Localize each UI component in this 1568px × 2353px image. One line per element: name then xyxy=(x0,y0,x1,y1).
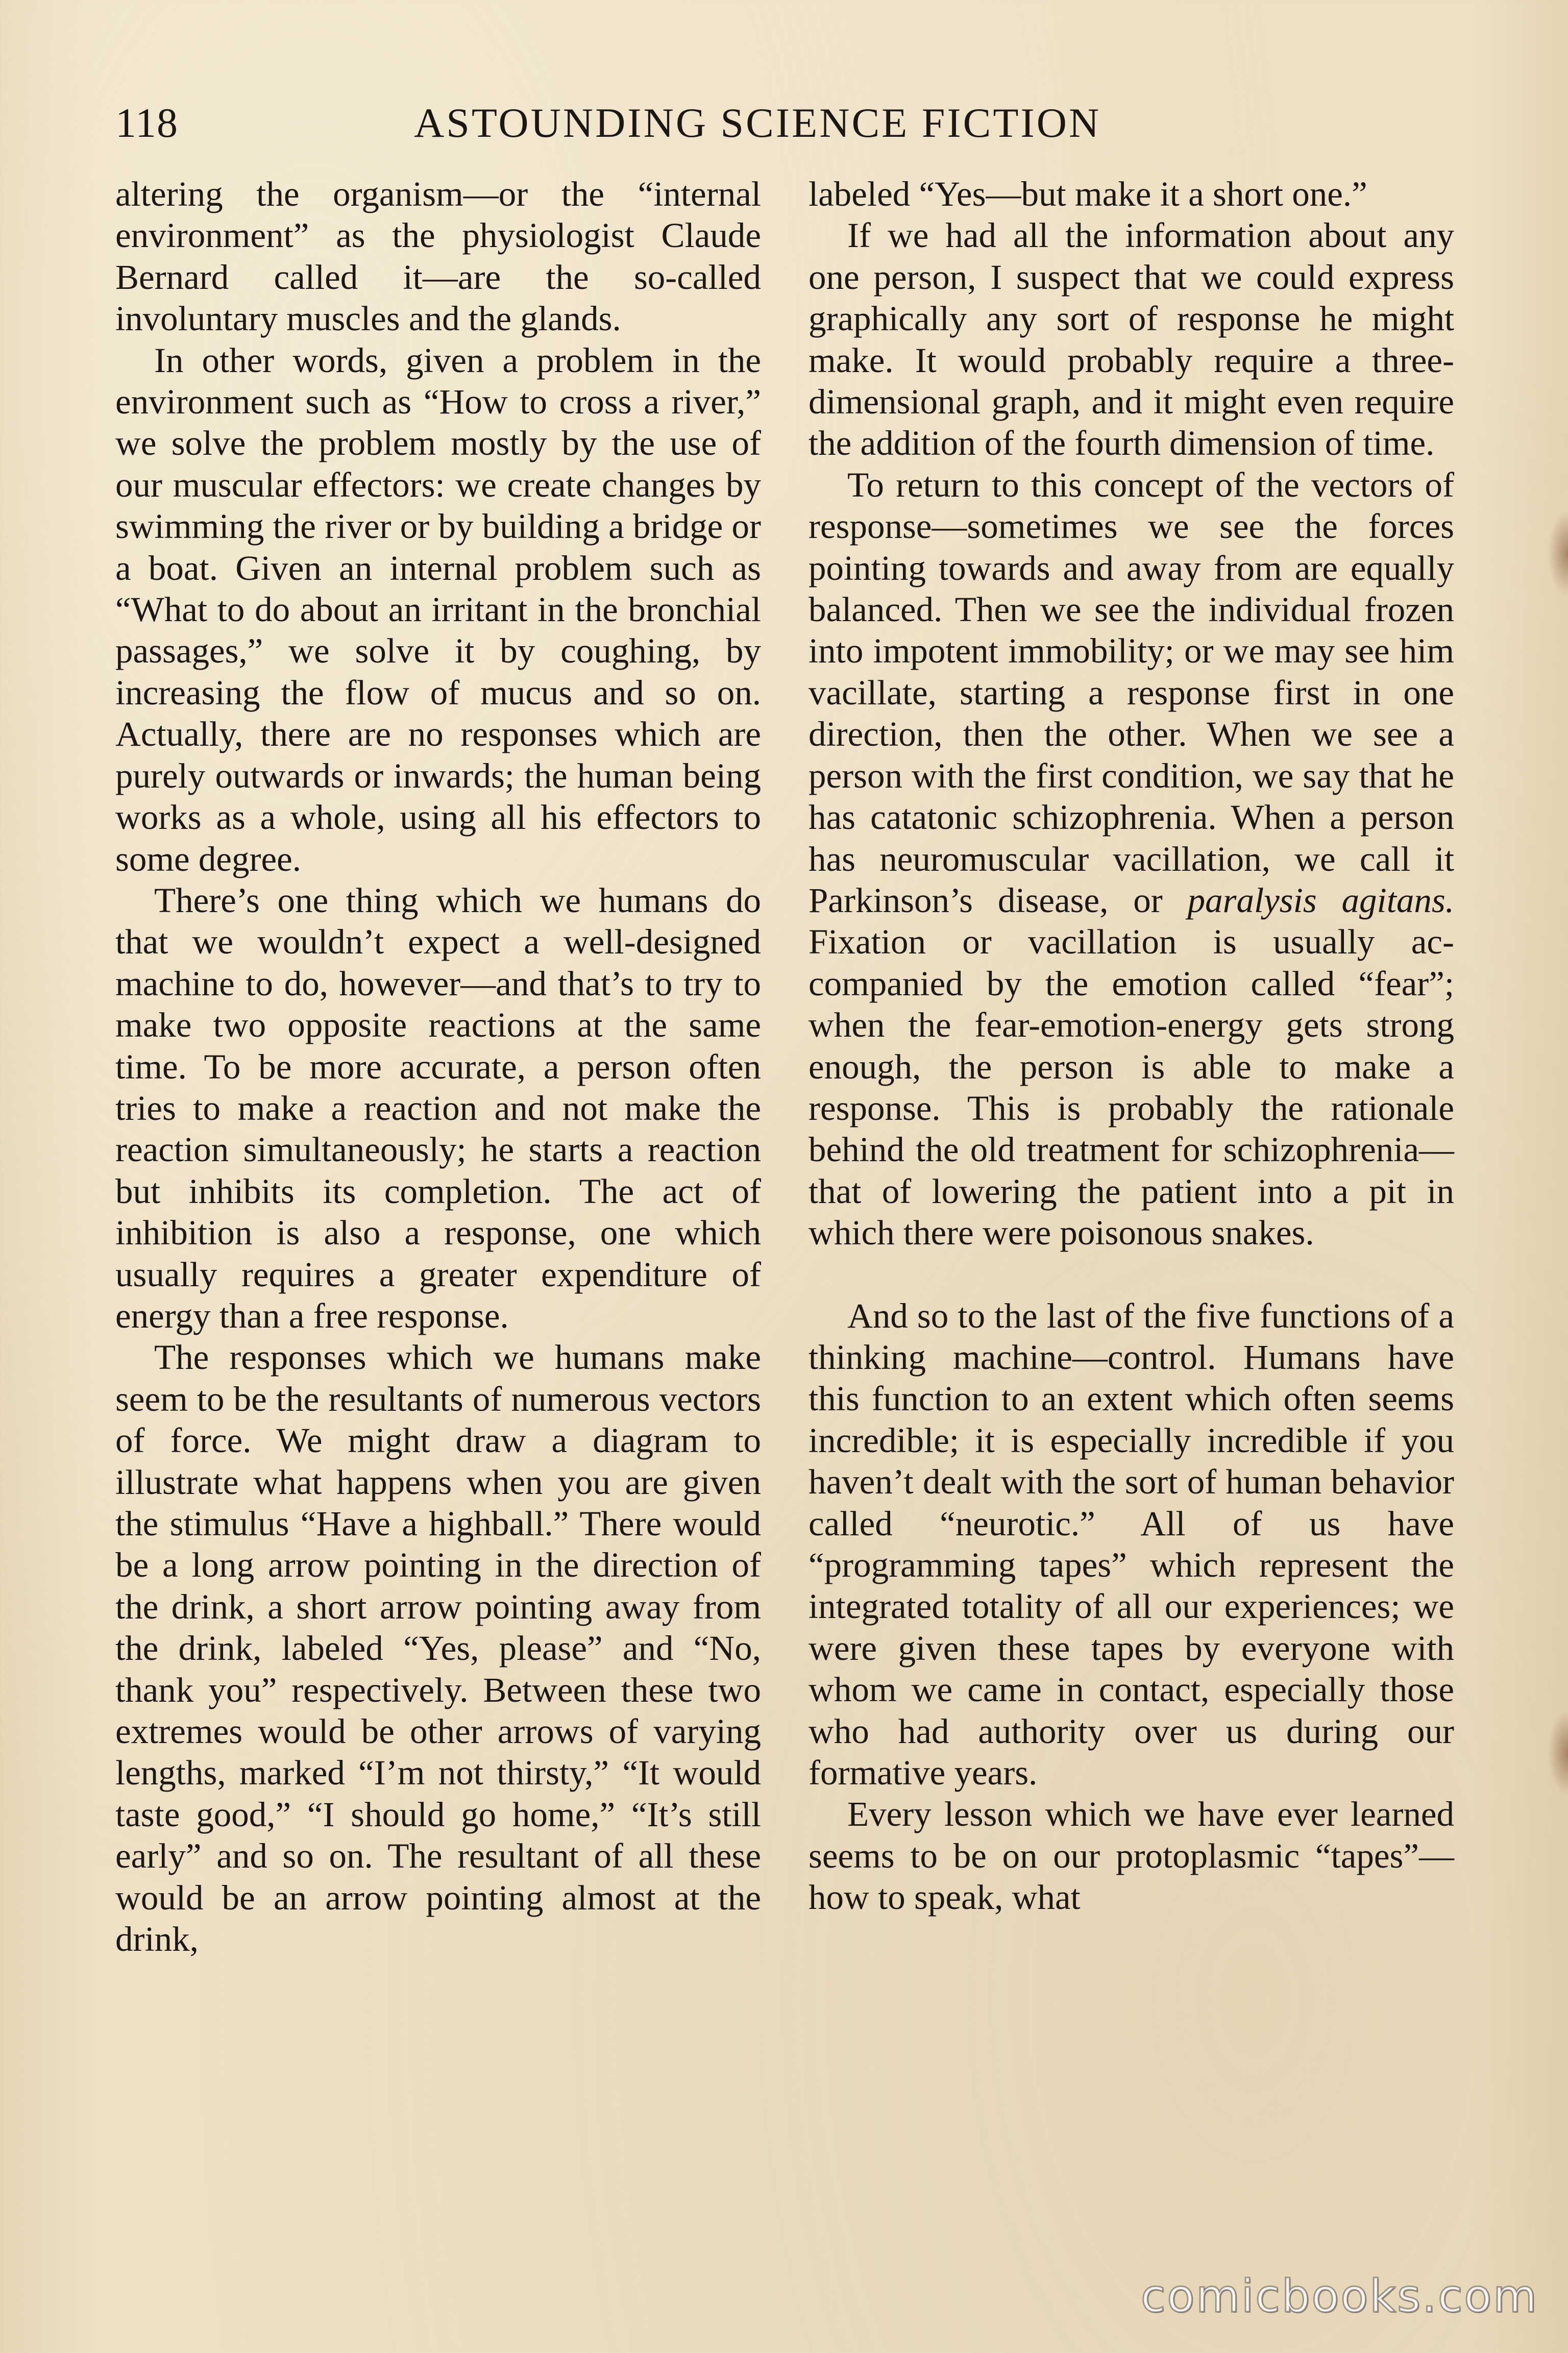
paragraph: altering the organism—or the “internal environment” as the physiologist Claude Bernard called it—are the so-called involuntary muscles and the glands. xyxy=(115,175,761,338)
paragraph: labeled “Yes—but make it a short one.” xyxy=(808,175,1367,213)
paragraph: Every lesson which we have ever learned seems to be on our protoplasmic “tapes”—how to speak, what xyxy=(808,1795,1454,1917)
paragraph: In other words, given a problem in the environment such as “How to cross a river,” we solve the problem mostly by the use of our muscular effectors: we create changes by swimming the river or by building a bridge or a boat. Given an internal problem such as “What to do about an irritant in the bronchial passages,” we solve it by coughing, by increasing the flow of mucus and so on. Actually, there are no responses which are purely outwards or inwards; the human being works as a whole, using all his effectors to some degree. xyxy=(115,340,761,878)
paragraph-text: Fixation or vacillation is usually accompanied by the emotion called “fear”; when the fear-emotion-energy gets strong enough, the person is able to make a response. This is probably the rationale behind the old treatment for schizophrenia—that of lowering the patient into a pit in which there were poisonous snakes. xyxy=(808,922,1454,1253)
italic-term: paralysis agitans. xyxy=(1187,880,1455,920)
paper-stain xyxy=(1548,1710,1568,1797)
left-column xyxy=(115,174,761,1960)
watermark: comicbooks.com xyxy=(1140,2270,1538,2322)
paragraph: And so to the last of the five functions of a thinking machine—control. Humans have this function to an extent which often seems incredible; it is especially incredible if you haven’t dealt with the sort of human behavior called “neurotic.” All of us have “programming tapes” which represent the integrated totality of all our experiences; we were given these tapes by everyone with whom we came in contact, especially those who had authority over us during our formative years. xyxy=(808,1296,1454,1793)
paragraph xyxy=(808,464,1454,1254)
paragraph: If we had all the information about any one person, I suspect that we could express graphically any sort of response he might make. It would probably require a three-dimensional graph, and it might even require the addition of the fourth dimension of time. xyxy=(808,216,1454,463)
paragraph: There’s one thing which we humans do that we wouldn’t expect a well-designed machine to do, however—and that’s to try to make two opposite reactions at the same time. To be more accurate, a person often tries to make a reaction and not make the reaction simultaneously; he starts a reaction but inhibits its completion. The act of inhibition is also a response, one which usually requires a greater expenditure of energy than a free response. xyxy=(115,880,761,1335)
paragraph: The responses which we humans make seem to be the resultants of numerous vectors of force. We might draw a diagram to illustrate what happens when you are given the stimulus “Have a highball.” There would be a long arrow pointing in the direction of the drink, a short arrow pointing away from the drink, labeled “Yes, please” and “No, thank you” respectively. Between these two extremes would be other arrows of varying lengths, marked “I’m not thirsty,” “It would taste good,” “I should go home,” “It’s still early” and so on. The resultant of all these would be an arrow pointing almost at the drink, xyxy=(115,1338,761,1959)
running-title: ASTOUNDING SCIENCE FICTION xyxy=(414,100,1101,146)
paper-stain xyxy=(1548,510,1568,597)
page-header xyxy=(115,97,1157,153)
page-number: 118 xyxy=(115,100,178,146)
paragraph-text: To return to this concept of the vectors of response—sometimes we see the forces pointing towards and away from are equally balanced. Then we see the individual frozen into impotent immobility; or we may see him vacillate, starting a response first in one direction, then the other. When we see a person with the first condition, we say that he has catatonic schizophrenia. When a person has neuromuscular vacillation, we call it Parkinson’s disease, or xyxy=(808,465,1454,920)
right-column xyxy=(808,174,1454,1919)
